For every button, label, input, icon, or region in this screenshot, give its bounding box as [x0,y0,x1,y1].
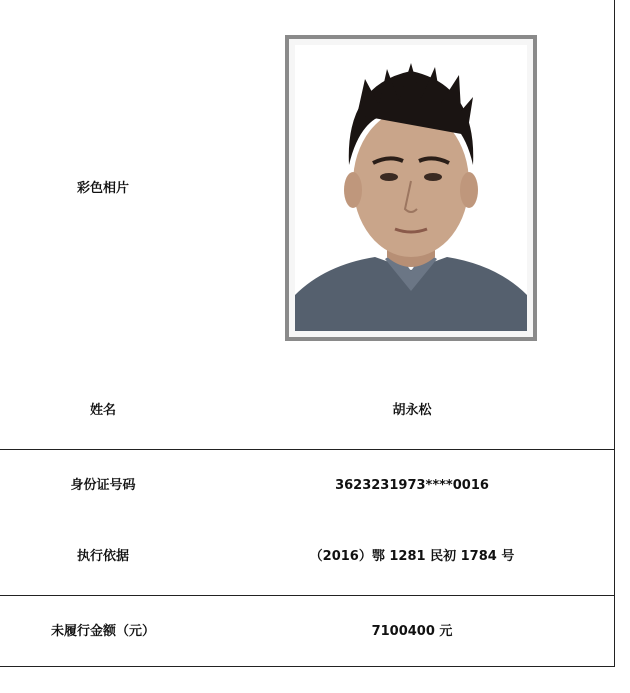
name-label: 姓名 [89,403,117,418]
photo-label: 彩色相片 [76,181,130,196]
id-number-label: 身份证号码 [70,478,136,493]
amount-label: 未履行金额（元） [50,624,156,639]
name-value: 胡永松 [392,403,432,418]
basis-label: 执行依据 [76,549,130,564]
amount-value: 7100400 元 [371,624,453,639]
id-number-value: 3623231973****0016 [335,478,489,493]
portrait-photo [285,35,537,341]
basis-value: （2016）鄂 1281 民初 1784 号 [309,549,515,564]
portrait-image [295,45,527,331]
row-divider [0,595,615,596]
row-divider [0,449,615,450]
